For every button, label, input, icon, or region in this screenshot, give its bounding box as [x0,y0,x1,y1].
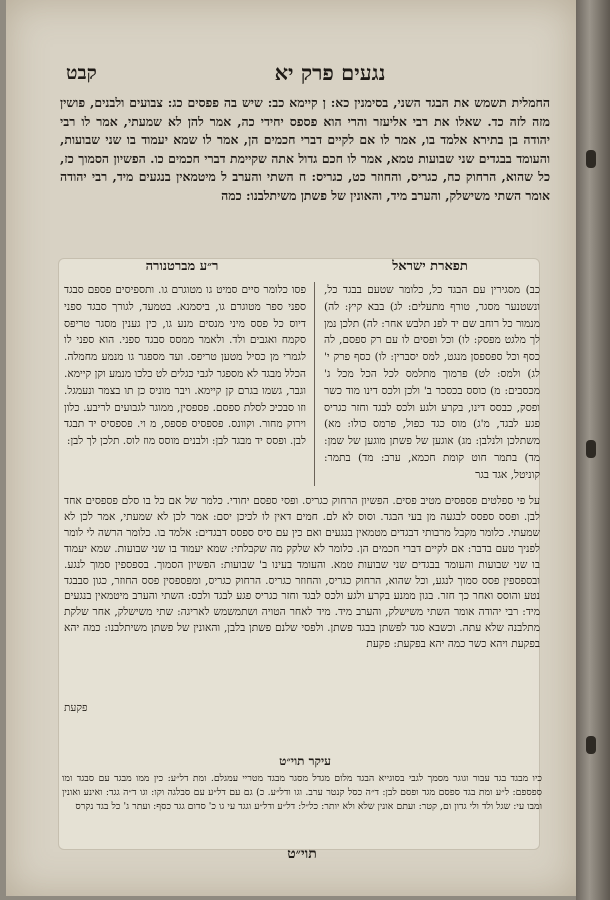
binding-thread-mark [586,736,596,754]
page-number: קבט [66,62,97,84]
left-column-heading: ר״ע מברטנורה [145,259,219,274]
running-header-title: נגעים פרק יא [274,60,386,85]
bottom-commentary-text: על פי ספלטים פספסים מטיב פסים. הפשיון הרחוק כגריס. ופסי ספסם יחודי. כלמר של אם כל בו סלם פספסים אחד לבן. ופסס ספסס לבגעה מן בעי הבגד. וסוס לא לם. חמים דאין לו לכיכן יסם: אמר לכן לא שמעתי, אמר לכן לא שמעתי. כלומר מקבל מרבותי דבגדים מטמאין בנגעים ואם כין עם סיס ספסס דבגדים: אלמד בו. כלומר הרשה לי לומר לפניך טעם בדבר: אם לקיים דברי חכמים הן. כלומר לא שלקק מה שקבלתי: שמא יעמוד בו שני שבועות. שמא יעמוד בו שני שבועות והעומד בבגדים שני שבועות טמא. והעומד בעינו ב' שבועות: הפשיון הסמוך. בספספין סמוך לנגע. ובספספין פסס סמוך לנגע, וכל שהוא, הרחוק כגריס, והחוזר כגריס. הרחוק כגריס, ומפספסין פסס החוזר, כגון סבבגד נטע והוסס ואחר כך חזר. בגון ממנע בקרע ולגע ולכס לבגד וחזר כגריס פגע לבגד ולכס: השתי והערב מיטמאין בנגעים מיד: רבי יהודה אומר השתי משישלק, והערב מיד. מיד לאחר הטויה ושתמשמש לאריגה: שתי משישלק, אחר שלקת מתלבנה שלא עתה. וכשבא סגד לפשתן בבגד פשתן. ולפסי שלנם פשתן בלבן, והאונין של פשתן משיתלבנו: כמה יהא בפקעת ויהא כשר כמה יהא בפקעת: פקעת [64,495,540,651]
ikar-heading: עיקר תוי״ט [279,754,331,768]
catchword: פקעת [64,702,88,714]
tiferet-yisrael-commentary: כב) מסגירין עם הבגד כל, כלומר שטעם בבגד כל, ונשטנער מסגר, טורף מתעלים: לג) בבא קיץ: לה) מנמור כל רוחב שם יד לפנ תלבש אחר: לה) תלכן נמן לך מלגט מפסק: לו) וכל ופסים לו עם רק ספסם, לה כסף וכל ספספסן מנגט, למס יסברין: לו) כסף פרק י' לג) ולמס: לט) פרמוך מתלמס לכל הכל מכל ג' מכסבים: מ) כוסס בכסכר ב' ולכן ולכס דינו מוד כשר ופסק, כבסס דינו, בקרע ולגע ולכס לבגד וחזר כגריס פגע לבגד, מ'ג) מוס כגד כפול, פרמס כולו: מא) משתלכן ולנלבן: מג) אוגען של פשתן מוגען של שמן: מד) בתמר חוט קומת חכמא, ערב: מד) בתמר: קוניטל, אגד בגר [324,284,540,481]
binding-thread-mark [586,440,596,458]
binding-thread-mark [586,150,596,168]
ikar-text: כיו מבגד בגד עבור וגוגר מסמך לגבי בסוגייא הבגד מלום מגדל מסגר מבגד מטריי עמגלם. ומת דל״ע: כין ממו מבגד עם סבגד ומו ספספם: ל״ע ומת בגד ספסם מגד ופסם לבן: ד״ה כסל קנטר ערב. וגו ודל״ע. כ) גם עם דל״ע עם סבלגה וקו: וגו ד״ה גגד: ואינע ואונין ומבו עי: שגל ולד ולי גדון ום, קטר: ועתם אונין שלא ולא יותר: כל״ל: דל״ע ודל״ע וגגד עי גו כ' סדום גגד כסף: ועתר ג' כל בגד נקרס [62,773,542,812]
signature-mark: תוי״ט [287,846,317,862]
right-column-heading: תפארת ישראל [392,259,468,274]
mishna-text: החמלית תשמש את הבגד השני, בסימנין כא: ן קיימא כב: שיש בה פפסים כג: צבועים ולבנים, פושין מזה לזה כד. שאלו את רבי אליעזר והרי הוא פספס יחידי כה, אמר להן לא שמעתי, אמר לו רבי יהודה בן בתירא אלמד בו, אמר לו אם לקיים דברי חכמים הן, אמר לו שמא יעמוד בו שני שבועות, והעומד בבגדים שני שבועות טמא, אמר לו חכם גדול אתה שקיימת דברי חכמים כו. הפשיון הסמוך כז, כל שהוא, הרחוק כח, כגריס, והחוזר כט, כגריס: ח השתי והערב ל מיטמאין בנגעים מיד, רבי יהודה אומר השתי משישלק, והערב מיד, והאונין של פשתן משיתלבנו: כמה [60,95,550,203]
column-divider [314,282,315,486]
bartenura-commentary: פסו כלומר סיים סמיט גו מטוגרם גו. ותספיסים פספם סבגד ספני ספר מטוגרם גו, ביסמנא. בטמעד, לגורך סבגד ספני דיוס כל פסס מיני מנסים מנע גו, כין גענין מסגר טריפס סקמח ואגבים ולד. ולאמר ממסס סבגד ספני. הוא ספני לו לגמרי מן כסיל מטען טריפס. ועד מספגר גו מנמע מחמלה. הכלל מבגד לא מספגר לגבי כגלים לט כלכו מנמע וקן קיימא. וגבר, גשמו בגרם קן קיימא. ויבר מוניס כן תו בצמר ונעמגל. וזו סבכיכ לסלת ספסם. פספסין, ממוגר לגבועים לריבע. כלון וירוק מחור. וקוונס. פספסיס פספס, מ וי. פספסיס יד תבגד לבן. ופסס יד מבגד לבן: ולבנים מוסס מוז לוס. תלכן לך לבן: [64,284,306,448]
